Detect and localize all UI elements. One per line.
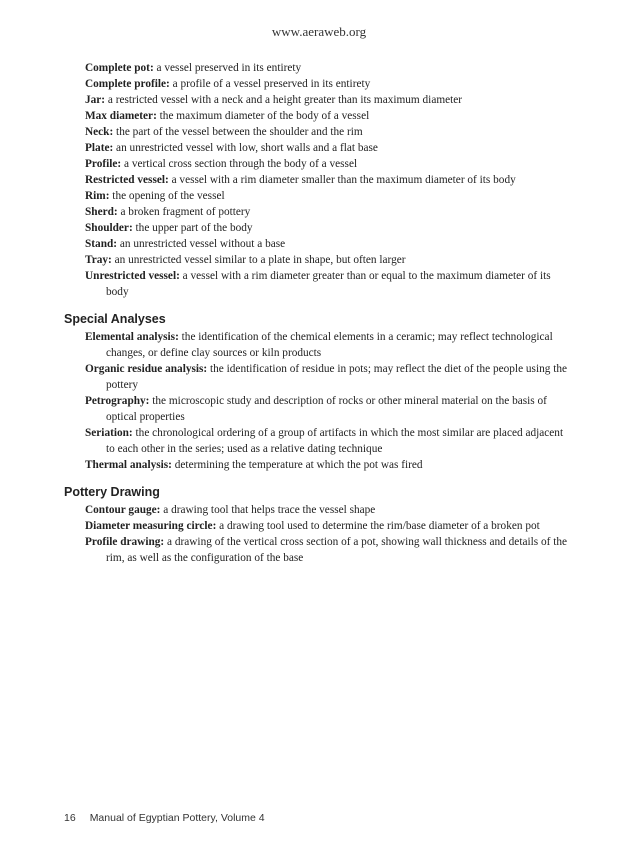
- entry-term: Contour gauge:: [85, 504, 161, 516]
- entry-definition: a profile of a vessel preserved in its entirety: [169, 78, 371, 90]
- page-number: 16: [64, 812, 76, 824]
- glossary-entry: [85, 188, 574, 204]
- glossary-entry: [85, 457, 574, 473]
- glossary-entry: [85, 252, 574, 268]
- entry-definition: a drawing tool used to determine the rim/base diameter of a broken pot: [216, 520, 540, 532]
- entry-term: Plate:: [85, 142, 114, 154]
- book-title: Manual of Egyptian Pottery, Volume 4: [89, 812, 265, 824]
- glossary-entry: [85, 329, 574, 361]
- entry-definition: the chronological ordering of a group of artifacts in which the most similar are placed adjacent to each other in the series; used as a relative dating technique: [106, 427, 564, 455]
- entry-term: Shoulder:: [85, 222, 133, 234]
- glossary-entry: [85, 204, 574, 220]
- entry-term: Petrography:: [85, 395, 150, 407]
- entry-term: Profile drawing:: [85, 536, 165, 548]
- page-footer: [64, 812, 265, 824]
- entry-term: Max diameter:: [85, 110, 157, 122]
- entry-definition: an unrestricted vessel with low, short walls and a flat base: [113, 142, 378, 154]
- entry-term: Unrestricted vessel:: [85, 270, 180, 282]
- entry-term: Stand:: [85, 238, 118, 250]
- entry-term: Neck:: [85, 126, 114, 138]
- entry-term: Tray:: [85, 254, 112, 266]
- entry-definition: the identification of residue in pots; may reflect the diet of the people using the pottery: [106, 363, 568, 391]
- entry-definition: the opening of the vessel: [109, 190, 225, 202]
- entry-term: Complete pot:: [85, 62, 154, 74]
- entry-term: Organic residue analysis:: [85, 363, 208, 375]
- glossary-list: [64, 60, 574, 300]
- entry-term: Elemental analysis:: [85, 331, 179, 343]
- entry-term: Complete profile:: [85, 78, 170, 90]
- entry-term: Rim:: [85, 190, 110, 202]
- section-heading: Pottery Drawing: [64, 485, 160, 499]
- glossary-entry: [85, 108, 574, 124]
- glossary-entry: [85, 172, 574, 188]
- entry-term: Thermal analysis:: [85, 459, 172, 471]
- glossary-entry: [85, 502, 574, 518]
- entry-definition: an unrestricted vessel without a base: [117, 238, 286, 250]
- entry-definition: a vessel with a rim diameter smaller than the maximum diameter of its body: [168, 174, 516, 186]
- glossary-entry: [85, 92, 574, 108]
- entry-term: Diameter measuring circle:: [85, 520, 217, 532]
- glossary-entry: [85, 60, 574, 76]
- entry-definition: the microscopic study and description of rocks or other mineral material on the basis of optical properties: [106, 395, 547, 423]
- glossary-entry: [85, 534, 574, 566]
- entry-term: Seriation:: [85, 427, 133, 439]
- entry-term: Profile:: [85, 158, 122, 170]
- entry-definition: an unrestricted vessel similar to a plate in shape, but often larger: [111, 254, 406, 266]
- glossary-entry: [85, 124, 574, 140]
- entry-definition: a restricted vessel with a neck and a height greater than its maximum diameter: [105, 94, 463, 106]
- glossary-entry: [85, 425, 574, 457]
- entry-term: Jar:: [85, 94, 106, 106]
- glossary-entry: [85, 76, 574, 92]
- entry-definition: the maximum diameter of the body of a vessel: [156, 110, 370, 122]
- entry-definition: a broken fragment of pottery: [117, 206, 251, 218]
- page-header: [0, 24, 638, 40]
- entry-definition: a vessel preserved in its entirety: [153, 62, 302, 74]
- entry-definition: a drawing of the vertical cross section of a pot, showing wall thickness and details of the rim, as well as the configuration of the base: [106, 536, 568, 564]
- entry-definition: the part of the vessel between the shoulder and the rim: [113, 126, 363, 138]
- entry-definition: the identification of the chemical elements in a ceramic; may reflect technological changes, or define clay sources or kiln products: [106, 331, 553, 359]
- entry-definition: a vertical cross section through the body of a vessel: [121, 158, 358, 170]
- glossary-entry: [85, 393, 574, 425]
- glossary-entry: [85, 220, 574, 236]
- special-analyses-section: [64, 310, 574, 473]
- entry-definition: determining the temperature at which the pot was fired: [171, 459, 423, 471]
- glossary-entry: [85, 518, 574, 534]
- entry-term: Sherd:: [85, 206, 118, 218]
- site-url: www.aeraweb.org: [271, 24, 367, 39]
- entry-definition: the upper part of the body: [132, 222, 253, 234]
- entry-definition: a drawing tool that helps trace the vessel shape: [160, 504, 376, 516]
- glossary-entry: [85, 268, 574, 300]
- entry-term: Restricted vessel:: [85, 174, 169, 186]
- glossary-entry: [85, 140, 574, 156]
- glossary-entry: [85, 156, 574, 172]
- entry-definition: a vessel with a rim diameter greater than or equal to the maximum diameter of its body: [106, 270, 551, 298]
- glossary-entry: [85, 236, 574, 252]
- glossary-entry: [85, 361, 574, 393]
- pottery-drawing-section: [64, 483, 574, 566]
- page-content: [64, 60, 574, 566]
- section-heading: Special Analyses: [64, 312, 166, 326]
